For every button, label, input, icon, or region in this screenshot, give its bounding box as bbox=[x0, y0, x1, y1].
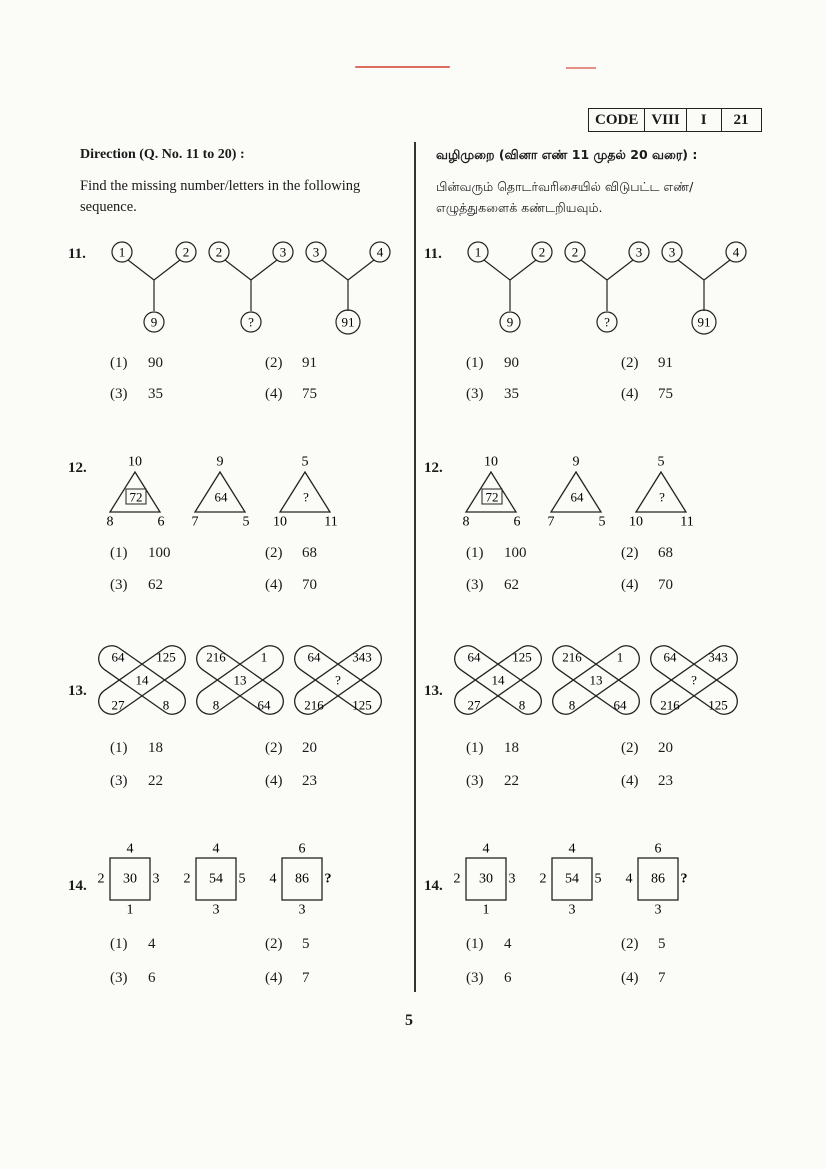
cross-top-right: 1 bbox=[260, 649, 268, 665]
code-set: I bbox=[687, 109, 722, 131]
square-left: 2 bbox=[453, 871, 461, 887]
y-figure bbox=[468, 242, 552, 332]
square-bottom: 3 bbox=[212, 902, 220, 918]
triangle-figure bbox=[273, 455, 338, 530]
option-label: (1) bbox=[110, 545, 128, 561]
question-figure bbox=[466, 236, 740, 346]
code-page: 21 bbox=[733, 112, 749, 128]
cross-figure bbox=[290, 641, 387, 720]
square-center: 30 bbox=[479, 871, 493, 887]
triangle-right: 11 bbox=[324, 514, 338, 530]
square-bottom: 3 bbox=[654, 902, 662, 918]
node-value: ? bbox=[248, 314, 254, 330]
y-figure bbox=[306, 242, 390, 334]
option-label: (3) bbox=[110, 773, 128, 789]
cross-top-left: 64 bbox=[111, 649, 125, 665]
square-left: 4 bbox=[269, 871, 277, 887]
option-value[interactable]: 4 bbox=[148, 936, 156, 952]
node-value: 3 bbox=[668, 244, 676, 260]
question-number: 11. bbox=[68, 246, 86, 262]
cross-top-right: 125 bbox=[156, 649, 176, 665]
option-value[interactable]: 75 bbox=[302, 386, 317, 402]
direction-heading: Direction (Q. No. 11 to 20) : bbox=[80, 147, 245, 162]
option-value[interactable]: 23 bbox=[302, 773, 317, 789]
node-value: 91 bbox=[697, 314, 711, 330]
square-left: 2 bbox=[183, 871, 191, 887]
cross-figure bbox=[450, 641, 547, 720]
triangle-top: 9 bbox=[572, 454, 580, 470]
square-center: 54 bbox=[209, 871, 223, 887]
cross-top-left: 64 bbox=[663, 649, 677, 665]
option-value[interactable]: 20 bbox=[658, 740, 673, 756]
y-figure bbox=[662, 242, 746, 334]
node-value: 2 bbox=[182, 244, 190, 260]
cross-bottom-left: 8 bbox=[212, 697, 220, 713]
page-number: 5 bbox=[405, 1012, 413, 1029]
option-label: (2) bbox=[265, 545, 283, 561]
cross-bottom-left: 216 bbox=[304, 697, 324, 713]
square-right: ? bbox=[680, 871, 688, 887]
option-label: (2) bbox=[621, 740, 639, 756]
option-value[interactable]: 90 bbox=[504, 355, 519, 371]
cross-bottom-right: 125 bbox=[352, 697, 372, 713]
cross-bottom-right: 8 bbox=[162, 697, 170, 713]
square-bottom: 1 bbox=[126, 902, 134, 918]
node-value: ? bbox=[604, 314, 610, 330]
option-label: (2) bbox=[621, 936, 639, 952]
option-label: (3) bbox=[110, 577, 128, 593]
cross-center: ? bbox=[335, 672, 341, 688]
node-value: 2 bbox=[571, 244, 579, 260]
node-value: 91 bbox=[341, 314, 355, 330]
node-value: 1 bbox=[118, 244, 126, 260]
triangle-figure bbox=[192, 455, 250, 530]
question-figure bbox=[105, 452, 345, 530]
square-center: 30 bbox=[123, 871, 137, 887]
option-label: (2) bbox=[265, 936, 283, 952]
triangle-center: ? bbox=[303, 489, 309, 505]
triangle-right: 5 bbox=[598, 514, 606, 530]
triangle-top: 5 bbox=[301, 454, 309, 470]
option-value[interactable]: 20 bbox=[302, 740, 317, 756]
triangle-left: 7 bbox=[191, 514, 199, 530]
square-figure bbox=[454, 842, 516, 918]
cross-bottom-left: 27 bbox=[467, 697, 481, 713]
option-value[interactable]: 4 bbox=[504, 936, 512, 952]
scan-mark bbox=[566, 67, 596, 69]
triangle-top: 10 bbox=[128, 454, 142, 470]
option-label: (1) bbox=[110, 355, 128, 371]
triangle-top: 10 bbox=[484, 454, 498, 470]
triangle-left: 10 bbox=[629, 514, 643, 530]
direction-heading-tamil: வழிமுறை (வினா எண் 11 முதல் 20 வரை) : bbox=[436, 147, 698, 162]
option-label: (3) bbox=[466, 773, 484, 789]
option-value[interactable]: 18 bbox=[504, 740, 519, 756]
option-value[interactable]: 100 bbox=[148, 545, 171, 561]
question-number: 13. bbox=[68, 683, 87, 699]
question-number: 14. bbox=[424, 878, 443, 894]
option-value[interactable]: 75 bbox=[658, 386, 673, 402]
option-value[interactable]: 62 bbox=[148, 577, 163, 593]
triangle-left: 10 bbox=[273, 514, 287, 530]
question-figure bbox=[448, 840, 698, 920]
option-label: (4) bbox=[265, 386, 283, 402]
square-center: 86 bbox=[295, 871, 309, 887]
square-figure bbox=[626, 842, 688, 918]
node-value: 4 bbox=[732, 244, 740, 260]
scan-mark bbox=[355, 66, 450, 68]
option-value[interactable]: 18 bbox=[148, 740, 163, 756]
square-figure bbox=[540, 842, 602, 918]
cross-figure bbox=[192, 641, 289, 720]
option-value[interactable]: 5 bbox=[658, 936, 666, 952]
option-label: (4) bbox=[621, 577, 639, 593]
column-divider bbox=[414, 142, 416, 992]
question-number: 11. bbox=[424, 246, 442, 262]
code-class: VIII bbox=[645, 109, 686, 131]
question-figure bbox=[100, 640, 390, 720]
cross-top-left: 216 bbox=[562, 649, 582, 665]
cross-top-right: 1 bbox=[616, 649, 624, 665]
square-bottom: 3 bbox=[298, 902, 306, 918]
cross-top-right: 343 bbox=[352, 649, 372, 665]
y-figure bbox=[565, 242, 649, 332]
option-label: (4) bbox=[265, 970, 283, 986]
option-value[interactable]: 68 bbox=[658, 545, 673, 561]
option-value[interactable]: 62 bbox=[504, 577, 519, 593]
direction-text: Find the missing number/letters in the following sequence. bbox=[80, 178, 361, 215]
y-figure bbox=[209, 242, 293, 332]
option-label: (4) bbox=[265, 773, 283, 789]
option-value[interactable]: 70 bbox=[302, 577, 317, 593]
question-number: 12. bbox=[424, 460, 443, 476]
option-value[interactable]: 6 bbox=[148, 970, 156, 986]
option-value[interactable]: 5 bbox=[302, 936, 310, 952]
option-label: (2) bbox=[265, 740, 283, 756]
question-figure bbox=[92, 840, 342, 920]
option-label: (3) bbox=[466, 577, 484, 593]
option-label: (1) bbox=[110, 936, 128, 952]
option-label: (3) bbox=[110, 386, 128, 402]
triangle-top: 5 bbox=[657, 454, 665, 470]
triangle-right: 6 bbox=[513, 514, 521, 530]
question-figure bbox=[456, 640, 746, 720]
cross-bottom-right: 125 bbox=[708, 697, 728, 713]
option-label: (3) bbox=[466, 970, 484, 986]
triangle-top: 9 bbox=[216, 454, 224, 470]
cross-bottom-left: 8 bbox=[568, 697, 576, 713]
option-label: (4) bbox=[265, 577, 283, 593]
option-value[interactable]: 22 bbox=[504, 773, 519, 789]
question-number: 14. bbox=[68, 878, 87, 894]
cross-center: 14 bbox=[135, 672, 149, 688]
cross-top-right: 343 bbox=[708, 649, 728, 665]
triangle-figure bbox=[629, 455, 694, 530]
node-value: 2 bbox=[215, 244, 223, 260]
option-value[interactable]: 6 bbox=[504, 970, 512, 986]
option-label: (2) bbox=[621, 355, 639, 371]
triangle-right: 5 bbox=[242, 514, 250, 530]
cross-top-left: 216 bbox=[206, 649, 226, 665]
question-number: 13. bbox=[424, 683, 443, 699]
cross-top-right: 125 bbox=[512, 649, 532, 665]
question-figure bbox=[110, 236, 384, 346]
square-right: 3 bbox=[152, 871, 160, 887]
cross-bottom-right: 64 bbox=[613, 697, 627, 713]
option-label: (1) bbox=[466, 936, 484, 952]
option-label: (2) bbox=[621, 545, 639, 561]
option-label: (2) bbox=[265, 355, 283, 371]
triangle-center: 72 bbox=[485, 489, 499, 505]
cross-center: 14 bbox=[491, 672, 505, 688]
cross-top-left: 64 bbox=[307, 649, 321, 665]
code-box bbox=[588, 108, 762, 132]
cross-center: 13 bbox=[589, 672, 603, 688]
square-top: 4 bbox=[212, 841, 220, 857]
triangle-figure bbox=[548, 455, 606, 530]
option-value[interactable]: 91 bbox=[302, 355, 317, 371]
square-right: ? bbox=[324, 871, 332, 887]
square-top: 4 bbox=[482, 841, 490, 857]
option-value[interactable]: 70 bbox=[658, 577, 673, 593]
triangle-center: 72 bbox=[129, 489, 143, 505]
cross-top-left: 64 bbox=[467, 649, 481, 665]
cross-bottom-right: 64 bbox=[257, 697, 271, 713]
triangle-right: 6 bbox=[157, 514, 165, 530]
question-number: 12. bbox=[68, 460, 87, 476]
option-value[interactable]: 7 bbox=[658, 970, 666, 986]
option-label: (4) bbox=[621, 386, 639, 402]
square-bottom: 3 bbox=[568, 902, 576, 918]
cross-figure bbox=[548, 641, 645, 720]
code-label: CODE bbox=[589, 109, 645, 131]
triangle-figure bbox=[107, 455, 165, 530]
triangle-left: 8 bbox=[106, 514, 114, 530]
option-value[interactable]: 91 bbox=[658, 355, 673, 371]
option-value[interactable]: 22 bbox=[148, 773, 163, 789]
node-value: 9 bbox=[150, 314, 158, 330]
square-top: 4 bbox=[126, 841, 134, 857]
option-label: (3) bbox=[110, 970, 128, 986]
square-top: 6 bbox=[654, 841, 662, 857]
square-left: 2 bbox=[97, 871, 105, 887]
square-bottom: 1 bbox=[482, 902, 490, 918]
triangle-center: 64 bbox=[570, 489, 584, 505]
node-value: 4 bbox=[376, 244, 384, 260]
node-value: 3 bbox=[635, 244, 643, 260]
cross-bottom-right: 8 bbox=[518, 697, 526, 713]
triangle-center: ? bbox=[659, 489, 665, 505]
option-value[interactable]: 23 bbox=[658, 773, 673, 789]
option-label: (4) bbox=[621, 773, 639, 789]
option-label: (1) bbox=[466, 355, 484, 371]
node-value: 9 bbox=[506, 314, 514, 330]
triangle-left: 7 bbox=[547, 514, 555, 530]
square-left: 4 bbox=[625, 871, 633, 887]
option-value[interactable]: 35 bbox=[148, 386, 163, 402]
option-value[interactable]: 100 bbox=[504, 545, 527, 561]
cross-figure bbox=[94, 641, 191, 720]
cross-bottom-left: 27 bbox=[111, 697, 125, 713]
node-value: 2 bbox=[538, 244, 546, 260]
cross-center: 13 bbox=[233, 672, 247, 688]
option-label: (1) bbox=[110, 740, 128, 756]
triangle-left: 8 bbox=[462, 514, 470, 530]
option-value[interactable]: 90 bbox=[148, 355, 163, 371]
cross-figure bbox=[646, 641, 743, 720]
triangle-figure bbox=[463, 455, 521, 530]
square-top: 4 bbox=[568, 841, 576, 857]
cross-center: ? bbox=[691, 672, 697, 688]
triangle-center: 64 bbox=[214, 489, 228, 505]
question-figure bbox=[461, 452, 701, 530]
node-value: 3 bbox=[279, 244, 287, 260]
option-value[interactable]: 35 bbox=[504, 386, 519, 402]
option-label: (1) bbox=[466, 545, 484, 561]
node-value: 1 bbox=[474, 244, 482, 260]
square-center: 54 bbox=[565, 871, 579, 887]
square-figure bbox=[270, 842, 332, 918]
option-label: (1) bbox=[466, 740, 484, 756]
option-value[interactable]: 7 bbox=[302, 970, 310, 986]
cross-bottom-left: 216 bbox=[660, 697, 680, 713]
triangle-right: 11 bbox=[680, 514, 694, 530]
square-figure bbox=[98, 842, 160, 918]
square-right: 5 bbox=[238, 871, 246, 887]
direction-text-tamil: பின்வரும் தொடர்வரிசையில் விடுபட்ட எண்/ எழுத்துகளைக் கண்டறியவும். bbox=[436, 179, 694, 215]
node-value: 3 bbox=[312, 244, 320, 260]
square-figure bbox=[184, 842, 246, 918]
option-label: (4) bbox=[621, 970, 639, 986]
square-left: 2 bbox=[539, 871, 547, 887]
square-top: 6 bbox=[298, 841, 306, 857]
y-figure bbox=[112, 242, 196, 332]
square-center: 86 bbox=[651, 871, 665, 887]
option-value[interactable]: 68 bbox=[302, 545, 317, 561]
square-right: 3 bbox=[508, 871, 516, 887]
option-label: (3) bbox=[466, 386, 484, 402]
square-right: 5 bbox=[594, 871, 602, 887]
